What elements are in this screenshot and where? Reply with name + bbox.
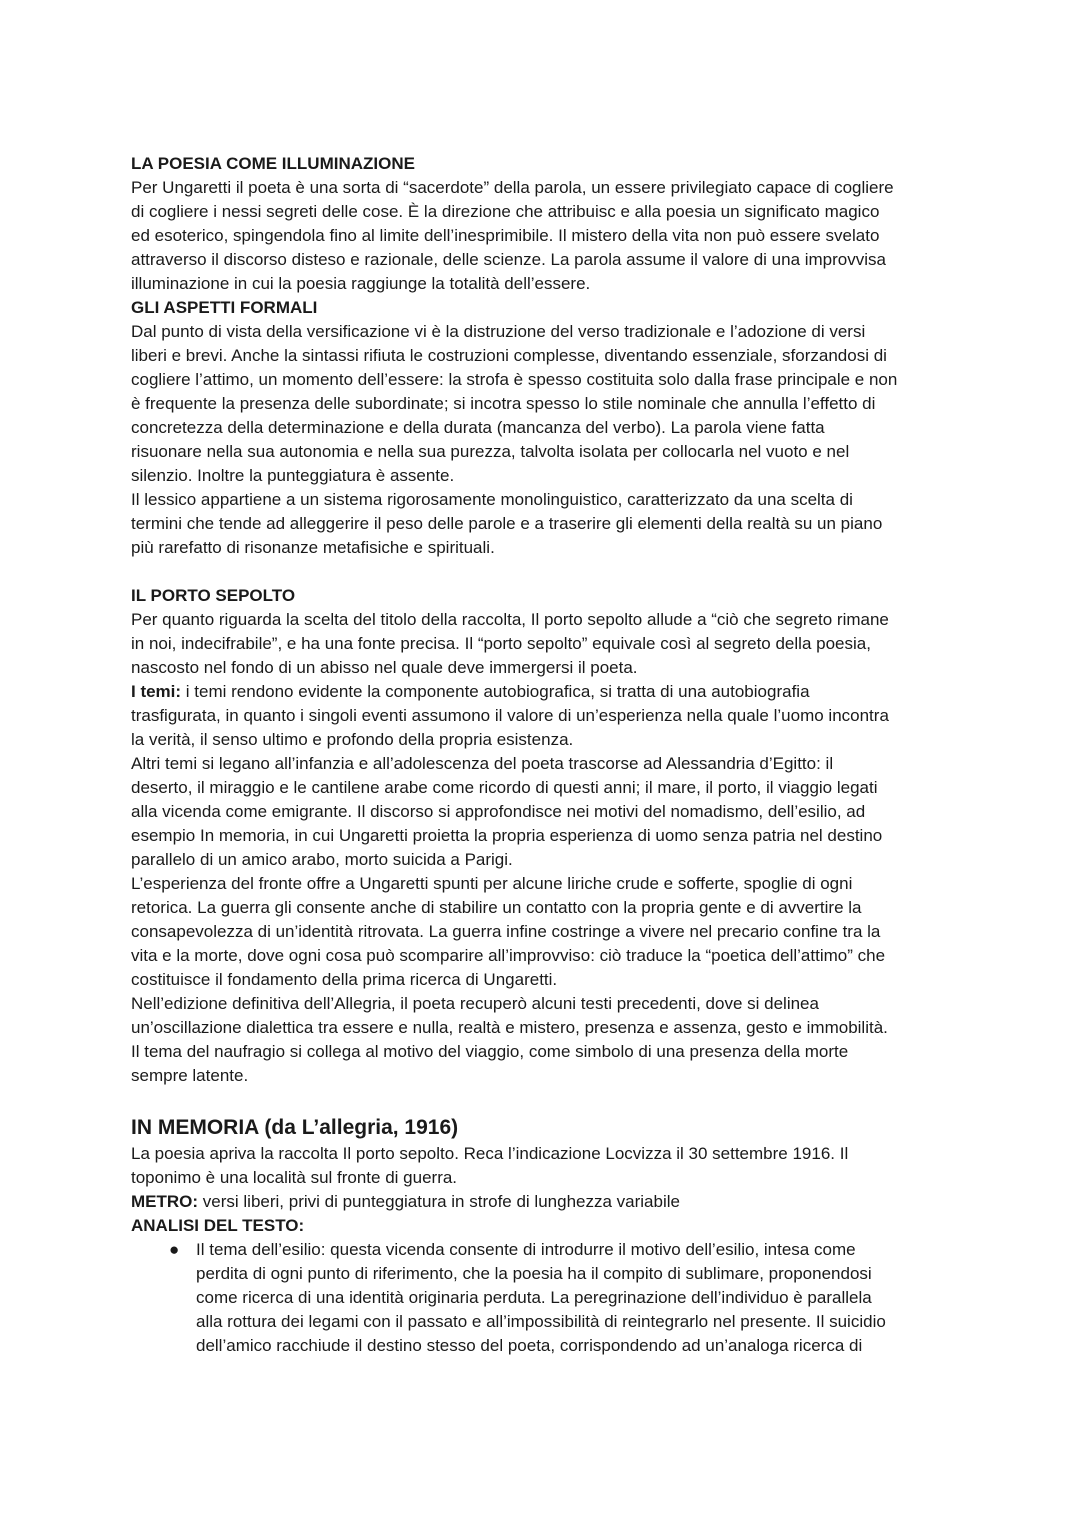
temi-label: I temi: xyxy=(131,682,182,701)
bullet-line: perdita di ogni punto di riferimento, che la poesia ha il compito di sublimare, proponendosi xyxy=(196,1264,872,1283)
paragraph-line: più rarefatto di risonanze metafisiche e spirituali. xyxy=(131,538,495,557)
paragraph-line: sempre latente. xyxy=(131,1066,249,1085)
paragraph-line: liberi e brevi. Anche la sintassi rifiuta le costruzioni complesse, diventando essenziale, sforzandosi di xyxy=(131,346,887,365)
paragraph-line: Per quanto riguarda la scelta del titolo della raccolta, Il porto sepolto allude a “ciò che segreto rimane xyxy=(131,610,889,629)
paragraph-line: toponimo è una località sul fronte di guerra. xyxy=(131,1168,458,1187)
paragraph-line: ed esoterico, spingendola fino al limite dell’inesprimibile. Il mistero della vita non può essere svelato xyxy=(131,226,880,245)
paragraph-line: esempio In memoria, in cui Ungaretti proietta la propria esperienza di uomo senza patria nel destino xyxy=(131,826,883,845)
temi-text: i temi rendono evidente la componente autobiografica, si tratta di una autobiografia xyxy=(181,682,810,701)
bullet-line: Il tema dell’esilio: questa vicenda consente di introdurre il motivo dell’esilio, intesa come xyxy=(196,1240,856,1259)
paragraph-line: un’oscillazione dialettica tra essere e nulla, realtà e mistero, presenza e assenza, gesto e immobilità. xyxy=(131,1018,888,1037)
paragraph-line: Il lessico appartiene a un sistema rigorosamente monolinguistico, caratterizzato da una scelta di xyxy=(131,490,853,509)
paragraph-line: deserto, il miraggio e le cantilene arabe come ricordo di questi anni; il mare, il porto, il viaggio legati xyxy=(131,778,878,797)
bullet-icon: ● xyxy=(169,1240,180,1259)
paragraph-line: illuminazione in cui la poesia raggiunge la totalità dell’essere. xyxy=(131,274,591,293)
heading-poesia-illuminazione: LA POESIA COME ILLUMINAZIONE xyxy=(131,154,415,173)
paragraph-line: Per Ungaretti il poeta è una sorta di “sacerdote” della parola, un essere privilegiato capace di cogliere xyxy=(131,178,894,197)
bullet-line: come ricerca di una identità originaria perduta. La peregrinazione dell’individuo è parallela xyxy=(196,1288,872,1307)
paragraph-line: silenzio. Inoltre la punteggiatura è assente. xyxy=(131,466,455,485)
blank-line xyxy=(131,1088,961,1112)
paragraph-line: L’esperienza del fronte offre a Ungaretti spunti per alcune liriche crude e sofferte, spoglie di ogni xyxy=(131,874,853,893)
paragraph-line: Altri temi si legano all’infanzia e all’adolescenza del poeta trascorse ad Alessandria d’Egitto: il xyxy=(131,754,834,773)
paragraph-line: Dal punto di vista della versificazione vi è la distruzione del verso tradizionale e l’adozione di versi xyxy=(131,322,866,341)
paragraph-line: termini che tende ad alleggerire il peso delle parole e a traserire gli elementi della realtà su un piano xyxy=(131,514,883,533)
paragraph-line: di cogliere i nessi segreti delle cose. È la direzione che attribuisc e alla poesia un significato magico xyxy=(131,202,880,221)
temi-line xyxy=(131,680,961,704)
paragraph-line: alla vicenda come emigrante. Il discorso si approfondisce nei motivi del nomadismo, dell’esilio, ad xyxy=(131,802,866,821)
paragraph-line: retorica. La guerra gli consente anche di stabilire un contatto con la propria gente e di avvertire la xyxy=(131,898,862,917)
bullet-line: alla rottura dei legami con il passato e all’impossibilità di reintegrarlo nel presente. Il suicidio xyxy=(196,1312,886,1331)
paragraph-line: parallelo di un amico arabo, morto suicida a Parigi. xyxy=(131,850,513,869)
bullet-line: dell’amico racchiude il destino stesso del poeta, corrispondendo ad un’analoga ricerca di xyxy=(196,1336,863,1355)
paragraph-line: in noi, indecifrabile”, e ha una fonte precisa. Il “porto sepolto” equivale così al segreto della poesia, xyxy=(131,634,871,653)
blank-line xyxy=(131,560,961,584)
metro-label: METRO: xyxy=(131,1192,199,1211)
heading-in-memoria: IN MEMORIA (da L’allegria, 1916) xyxy=(131,1116,459,1139)
heading-porto-sepolto: IL PORTO SEPOLTO xyxy=(131,586,296,605)
paragraph-line: è frequente la presenza delle subordinate; si incotra spesso lo stile nominale che annulla l’effetto di xyxy=(131,394,876,413)
paragraph-line: risuonare nella sua autonomia e nella sua purezza, talvolta isolata per collocarla nel vuoto e nel xyxy=(131,442,850,461)
paragraph-line: consapevolezza di un’identità ritrovata. La guerra infine costringe a vivere nel precario confine tra la xyxy=(131,922,881,941)
paragraph-line: la verità, il senso ultimo e profondo della propria esistenza. xyxy=(131,730,574,749)
paragraph-line: costituisce il fondamento della prima ricerca di Ungaretti. xyxy=(131,970,558,989)
paragraph-line: La poesia apriva la raccolta Il porto sepolto. Reca l’indicazione Locvizza il 30 settembre 1916. Il xyxy=(131,1144,849,1163)
paragraph-line: vita e la morte, dove ogni cosa può scomparire all’improvviso: ciò traduce la “poetica dell’attimo” che xyxy=(131,946,886,965)
metro-line xyxy=(131,1190,961,1214)
paragraph-line: Nell’edizione definitiva dell’Allegria, il poeta recuperò alcuni testi precedenti, dove si delinea xyxy=(131,994,819,1013)
paragraph-line: concretezza della determinazione e della durata (mancanza del verbo). La parola viene fatta xyxy=(131,418,825,437)
metro-text: versi liberi, privi di punteggiatura in strofe di lunghezza variabile xyxy=(198,1192,680,1211)
paragraph-line: Il tema del naufragio si collega al motivo del viaggio, come simbolo di una presenza della morte xyxy=(131,1042,849,1061)
paragraph-line: attraverso il discorso disteso e razionale, delle scienze. La parola assume il valore di una improvvisa xyxy=(131,250,886,269)
analisi-heading: ANALISI DEL TESTO: xyxy=(131,1216,305,1235)
paragraph-line: nascosto nel fondo di un abisso nel quale deve immergersi il poeta. xyxy=(131,658,638,677)
bullet-item-esilio xyxy=(131,1238,961,1358)
heading-aspetti-formali: GLI ASPETTI FORMALI xyxy=(131,298,318,317)
paragraph-line: cogliere l’attimo, un momento dell’essere: la strofa è spesso costituita solo dalla frase principale e non xyxy=(131,370,898,389)
document-page xyxy=(131,152,961,1358)
paragraph-line: trasfigurata, in quanto i singoli eventi assumono il valore di un’esperienza nella quale l’uomo incontra xyxy=(131,706,889,725)
